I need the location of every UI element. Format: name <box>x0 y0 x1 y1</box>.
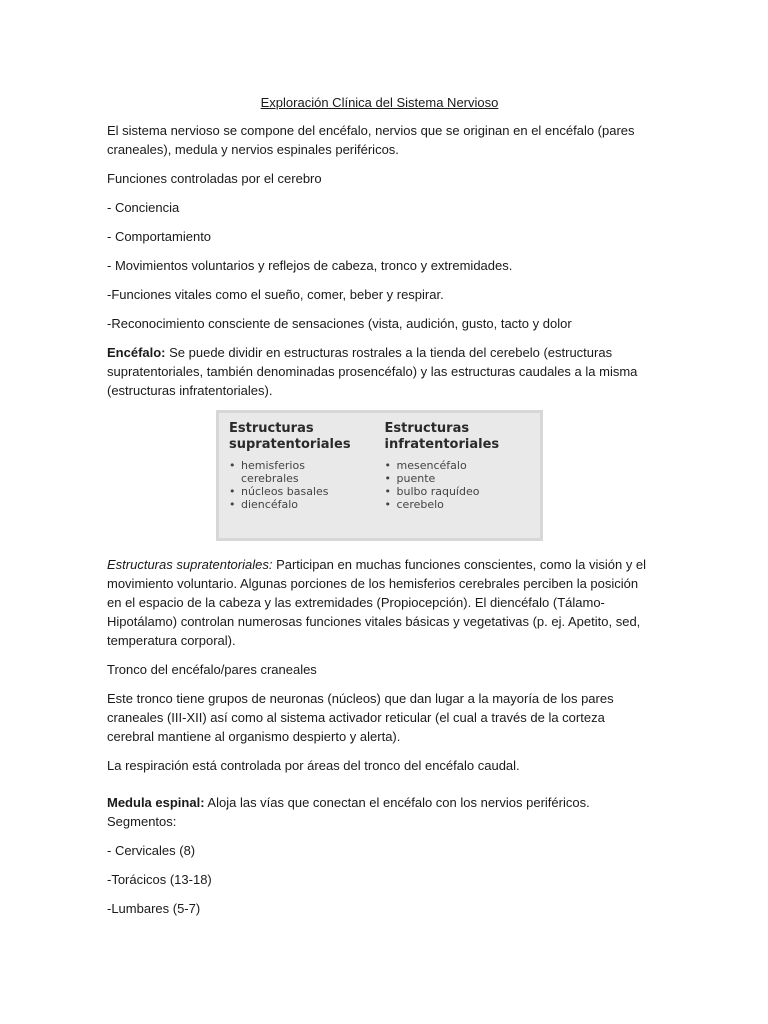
function-item-4: -Funciones vitales como el sueño, comer, beber y respirar. <box>107 287 444 302</box>
supratentorial-label: Estructuras supratentoriales: <box>107 557 273 572</box>
segment-item-3: -Lumbares (5-7) <box>107 901 201 916</box>
structures-figure <box>216 410 543 541</box>
figure-right-item: • mesencéfalo <box>385 459 541 472</box>
tronco-heading: Tronco del encéfalo/pares craneales <box>107 662 317 677</box>
infratentorial-column <box>385 421 541 538</box>
supratentorial-heading: Estructuras supratentoriales <box>229 421 351 452</box>
intro-paragraph: El sistema nervioso se compone del encéfalo, nervios que se originan en el encéfalo (pares craneales), medula y nervios espinales periféricos. <box>107 123 635 157</box>
function-item-5: -Reconocimiento consciente de sensaciones (vista, audición, gusto, tacto y dolor <box>107 316 572 331</box>
segment-item-2: -Torácicos (13-18) <box>107 872 212 887</box>
figure-left-item: • hemisferios <box>229 459 385 472</box>
document-page <box>107 93 652 928</box>
figure-right-item: • bulbo raquídeo <box>385 485 541 498</box>
supratentorial-text: Participan en muchas funciones conscientes, como la visión y el movimiento voluntario. Algunas porciones de los hemisferios cerebrales perciben la posición en el espacio de la cabeza y las extremidades (Propiocepción). El diencéfalo (Tálamo-Hipotálamo) controlan numerosas funciones vitales básicas y vegetativas (p. ej. Apetito, sed, temperatura corporal). <box>107 557 647 648</box>
document-title: Exploración Clínica del Sistema Nervioso <box>260 95 499 110</box>
function-item-2: - Comportamiento <box>107 229 212 244</box>
segment-item-1: - Cervicales (8) <box>107 843 196 858</box>
encefalo-text: Se puede dividir en estructuras rostrales a la tienda del cerebelo (estructuras supratentoriales, también denominadas prosencéfalo) y las estructuras caudales a la misma (estructuras infratentoriales). <box>107 345 638 398</box>
encefalo-paragraph <box>107 343 652 400</box>
function-item-1: - Conciencia <box>107 200 180 215</box>
encefalo-label: Encéfalo: <box>107 345 166 360</box>
tronco-paragraph: Este tronco tiene grupos de neuronas (núcleos) que dan lugar a la mayoría de los pares craneales (III-XII) así como al sistema activador reticular (el cual a través de la corteza cerebral mantiene al organismo despierto y alerta). <box>107 691 614 744</box>
figure-right-item: • cerebelo <box>385 498 541 511</box>
function-item-3: - Movimientos voluntarios y reflejos de cabeza, tronco y extremidades. <box>107 258 513 273</box>
figure-left-item: • núcleos basales <box>229 485 385 498</box>
figure-left-item: cerebrales <box>241 472 299 485</box>
supratentorial-paragraph <box>107 555 652 650</box>
medula-paragraph <box>107 793 652 831</box>
functions-heading: Funciones controladas por el cerebro <box>107 171 322 186</box>
figure-left-item: • diencéfalo <box>229 498 385 511</box>
medula-text: Aloja las vías que conectan el encéfalo con los nervios periféricos. Segmentos: <box>107 795 590 829</box>
figure-right-item: • puente <box>385 472 541 485</box>
respiracion-paragraph: La respiración está controlada por áreas del tronco del encéfalo caudal. <box>107 758 520 773</box>
supratentorial-column <box>229 421 385 538</box>
infratentorial-heading: Estructuras infratentoriales <box>384 421 500 452</box>
medula-label: Medula espinal: <box>107 795 205 810</box>
